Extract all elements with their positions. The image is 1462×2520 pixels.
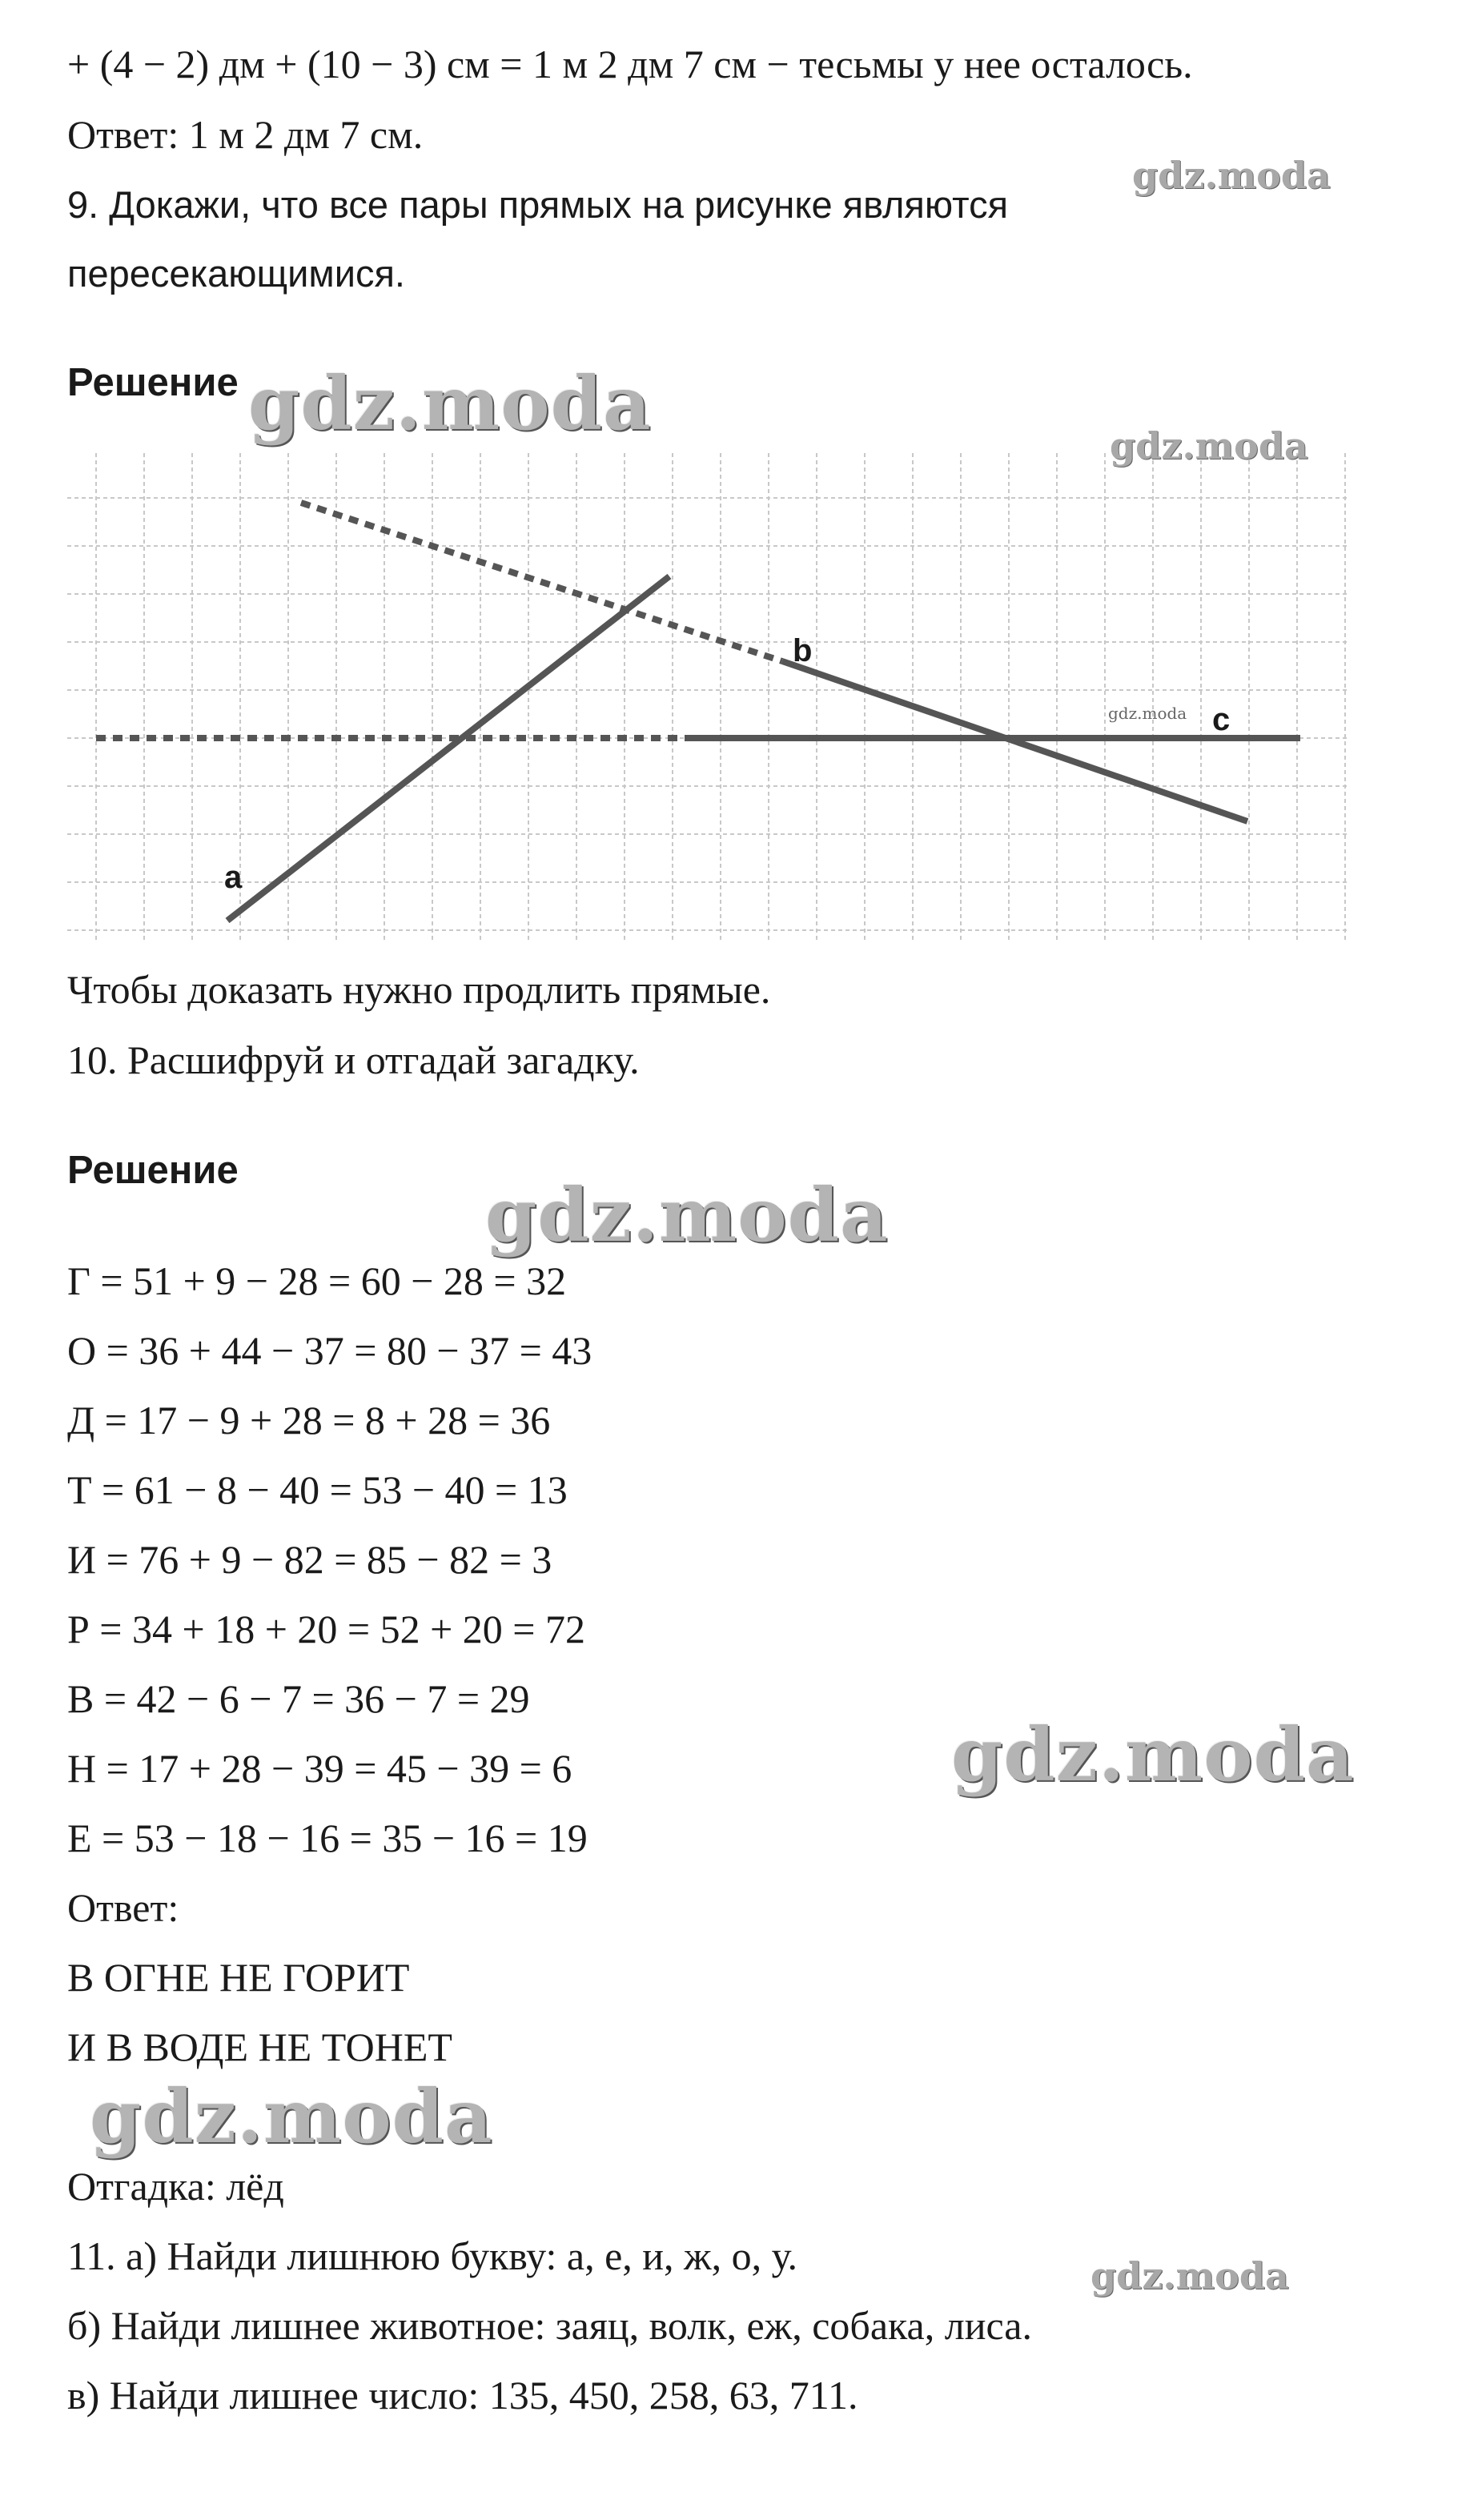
task-9-title-cont: пересекающимися. bbox=[67, 252, 405, 295]
grid bbox=[67, 453, 1348, 941]
line-a bbox=[227, 576, 669, 921]
equation-line: Н = 17 + 28 − 39 = 45 − 39 = 6 bbox=[67, 1746, 572, 1791]
proof-text: Чтобы доказать нужно продлить прямые. bbox=[67, 967, 771, 1012]
figure-watermark: gdz.moda bbox=[1108, 704, 1187, 723]
watermark: gdz.moda bbox=[90, 2073, 493, 2160]
task-10-title: 10. Расшифруй и отгадай загадку. bbox=[67, 1037, 640, 1082]
lines-figure-svg bbox=[67, 453, 1348, 949]
equation-line: О = 36 + 44 − 37 = 80 − 37 = 43 bbox=[67, 1328, 592, 1373]
equation-line: Д = 17 − 9 + 28 = 8 + 28 = 36 bbox=[67, 1398, 551, 1443]
equation-line: Г = 51 + 9 − 28 = 60 − 28 = 32 bbox=[67, 1258, 567, 1303]
solution-heading: Решение bbox=[67, 361, 239, 404]
text-line: + (4 − 2) дм + (10 − 3) см = 1 м 2 дм 7 см − тесьмы у нее осталось. bbox=[67, 42, 1193, 86]
riddle-answer: Отгадка: лёд bbox=[67, 2164, 284, 2209]
task-9-title: 9. Докажи, что все пары прямых на рисунке являются bbox=[67, 183, 1009, 226]
task-11c: в) Найди лишнее число: 135, 450, 258, 63, 711. bbox=[67, 2373, 858, 2418]
label-b: b bbox=[793, 633, 813, 668]
watermark: gdz.moda bbox=[1132, 154, 1331, 197]
answer-label: Ответ: bbox=[67, 1885, 179, 1930]
equation-line: В = 42 − 6 − 7 = 36 − 7 = 29 bbox=[67, 1676, 530, 1721]
equation-line: Р = 34 + 18 + 20 = 52 + 20 = 72 bbox=[67, 1607, 585, 1651]
answer-line: Ответ: 1 м 2 дм 7 см. bbox=[67, 112, 424, 157]
watermark: gdz.moda bbox=[1110, 424, 1308, 467]
equation-line: Е = 53 − 18 − 16 = 35 − 16 = 19 bbox=[67, 1816, 588, 1860]
watermark: gdz.moda bbox=[248, 360, 652, 447]
watermark: gdz.moda bbox=[485, 1172, 889, 1258]
solution-heading-2: Решение bbox=[67, 1149, 239, 1192]
riddle-line-1: В ОГНЕ НЕ ГОРИТ bbox=[67, 1955, 410, 2000]
equation-line: И = 76 + 9 − 82 = 85 − 82 = 3 bbox=[67, 1537, 552, 1582]
line-b-extension bbox=[301, 503, 782, 661]
task-11a: 11. а) Найди лишнюю букву: а, е, и, ж, о, у. bbox=[67, 2233, 798, 2278]
equation-line: Т = 61 − 8 − 40 = 53 − 40 = 13 bbox=[67, 1467, 568, 1512]
watermark: gdz.moda bbox=[1090, 2254, 1289, 2297]
lines-figure bbox=[67, 453, 1348, 953]
label-c: c bbox=[1212, 702, 1231, 737]
riddle-line-2: И В ВОДЕ НЕ ТОНЕТ bbox=[67, 2024, 452, 2069]
watermark: gdz.moda bbox=[951, 1711, 1355, 1798]
task-11b: б) Найди лишнее животное: заяц, волк, еж, собака, лиса. bbox=[67, 2303, 1032, 2348]
label-a: a bbox=[224, 860, 243, 895]
